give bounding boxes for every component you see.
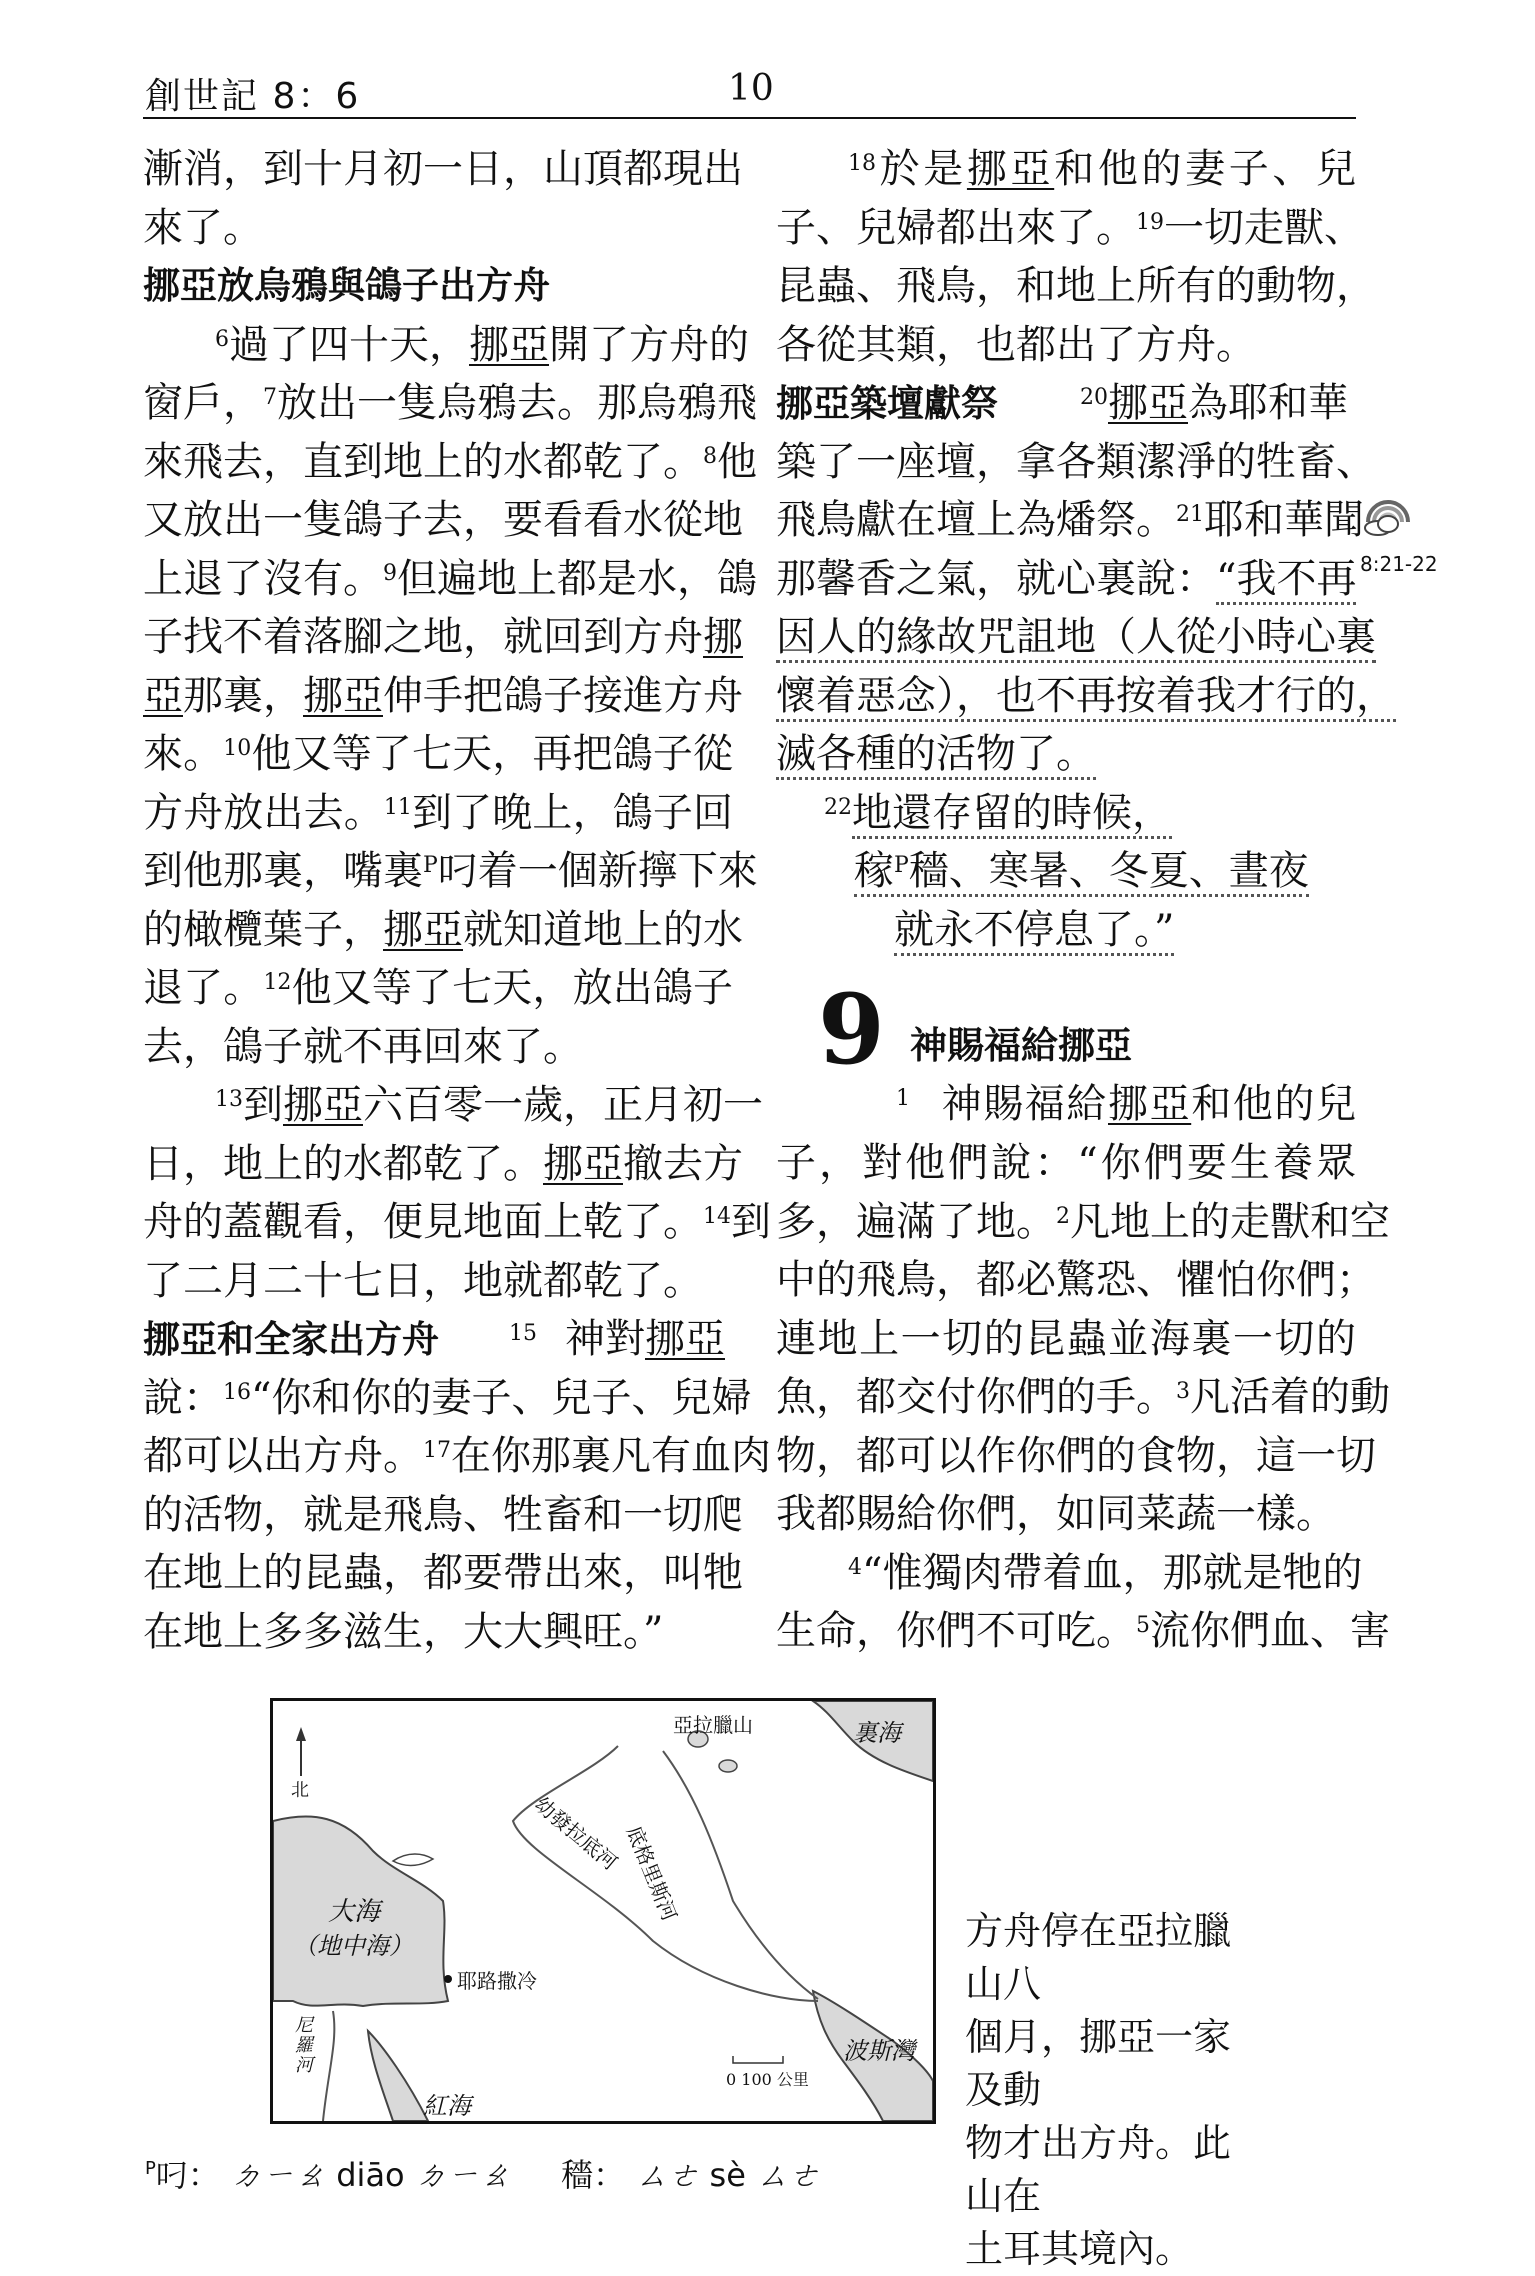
text-span: 日，地上的水都乾了。 bbox=[143, 1140, 543, 1187]
text-span: 叼着一個新擰下來 bbox=[437, 848, 758, 894]
text-span: 六百零一歲，正月初一 bbox=[363, 1082, 763, 1128]
text-span: 和他的兒 bbox=[1191, 1081, 1357, 1127]
verse-number: 11 bbox=[383, 794, 412, 820]
text-line: 去，鴿子就不再回來了。 bbox=[143, 1023, 583, 1070]
text-span: 多，遍滿了地。 bbox=[776, 1198, 1056, 1245]
text-span: 撤去方 bbox=[623, 1140, 743, 1187]
map-label-ararat: 亞拉臘山 bbox=[673, 1713, 753, 1737]
dotted-quote: “我不再 bbox=[1216, 556, 1356, 605]
name-noah: 挪亞 bbox=[966, 146, 1055, 192]
map-label-mediterranean: （地中海） bbox=[293, 1932, 413, 1960]
map-label-north: 北 bbox=[291, 1780, 309, 1801]
text-span: 的橄欖葉子， bbox=[143, 906, 383, 953]
map-label-euphrates: 幼發拉底河 bbox=[530, 1792, 623, 1875]
text-line bbox=[143, 842, 758, 901]
text-span: 到 bbox=[731, 1199, 771, 1245]
text-line: 漸消，到十月初一日，山頂都現出 bbox=[143, 146, 743, 192]
footnote-term: 叼： bbox=[155, 2156, 220, 2194]
section-heading: 挪亞和全家出方舟 bbox=[143, 1318, 439, 1361]
dotted-quote: 地還存留的時候， bbox=[852, 790, 1172, 839]
text-span: 在你那裏凡有血肉 bbox=[451, 1433, 771, 1479]
dotted-quote: 就永不停息了。” bbox=[894, 907, 1174, 956]
text-line: 中的飛鳥，都必驚恐、懼怕你們； bbox=[776, 1257, 1376, 1303]
text-line: 又放出一隻鴿子去，要看看水從地 bbox=[143, 497, 743, 543]
footnote-term: 穡： bbox=[561, 2156, 626, 2194]
text-line bbox=[776, 550, 1356, 609]
name-noah: 挪亞 bbox=[283, 1082, 363, 1128]
text-span: 那裏， bbox=[183, 672, 303, 719]
text-span: 為耶和華 bbox=[1188, 380, 1348, 426]
text-span: 子、兒婦都出來了。 bbox=[776, 204, 1136, 251]
map-label-nile: 尼羅河 bbox=[295, 2015, 313, 2076]
text-line bbox=[776, 1544, 1363, 1603]
text-line bbox=[143, 1193, 771, 1252]
text-line bbox=[143, 374, 757, 433]
cross-reference[interactable]: 8:21-22 bbox=[1360, 552, 1438, 576]
name-noah: 挪亞 bbox=[543, 1140, 623, 1187]
text-line bbox=[143, 608, 743, 667]
text-line bbox=[143, 1310, 733, 1369]
section-heading: 神賜福給挪亞 bbox=[910, 1024, 1132, 1067]
footnote-marker[interactable]: P bbox=[894, 853, 909, 878]
dotted-quote: 懷着惡念），也不再按着我才行的， bbox=[776, 673, 1396, 722]
verse-number: 6 bbox=[215, 326, 229, 352]
verse-number: 4 bbox=[848, 1554, 862, 1580]
pinyin: sè bbox=[709, 2156, 746, 2194]
text-span: 放出一隻烏鴉去。那烏鴉飛 bbox=[277, 380, 757, 426]
text-span: 說： bbox=[143, 1374, 223, 1421]
text-span: 都可以出方舟。 bbox=[143, 1433, 423, 1479]
poem-line bbox=[776, 784, 1356, 843]
text-span: 流你們血、害 bbox=[1150, 1608, 1390, 1654]
text-line bbox=[143, 667, 743, 726]
text-line bbox=[776, 1368, 1390, 1427]
verse-number: 8 bbox=[703, 443, 717, 469]
dotted-quote: 因人的緣故咒詛地（人從小時心裏 bbox=[776, 614, 1376, 663]
map-label-scale: 0 100 公里 bbox=[726, 2070, 809, 2089]
caption-line: 個月，挪亞一家及動 bbox=[965, 2015, 1232, 2112]
text-line: 的活物，就是飛鳥、牲畜和一切爬 bbox=[143, 1491, 743, 1538]
caption-line: 方舟停在亞拉臘山八 bbox=[965, 1909, 1232, 2006]
text-line bbox=[776, 199, 1364, 258]
text-span: 子找不着落腳之地，就回到方舟 bbox=[143, 614, 703, 660]
text-line: 在地上的昆蟲，都要帶出來，叫牠 bbox=[143, 1550, 743, 1596]
name-noah: 挪亞 bbox=[1108, 1081, 1192, 1127]
text-line bbox=[896, 1075, 1356, 1134]
bopomofo: ㄙㄜ bbox=[635, 2156, 700, 2194]
text-line: 昆蟲、飛鳥，和地上所有的動物， bbox=[776, 263, 1376, 309]
text-line bbox=[143, 959, 733, 1018]
name-noah: 亞 bbox=[143, 672, 183, 719]
verse-number: 1 bbox=[896, 1086, 910, 1111]
text-line: 各從其類，也都出了方舟。 bbox=[776, 321, 1256, 368]
text-span: 一切走獸、 bbox=[1164, 204, 1364, 251]
text-line bbox=[143, 433, 757, 492]
text-span: 他又等了七天，再把鴿子從 bbox=[251, 731, 734, 777]
text-line bbox=[143, 316, 749, 375]
verse-number: 10 bbox=[223, 736, 252, 761]
caption-line: 土耳其境內。 bbox=[965, 2227, 1194, 2271]
dotted-quote: 滅各種的活物了。 bbox=[776, 731, 1096, 780]
text-span: “惟獨肉帶着血，那就是牠的 bbox=[862, 1549, 1363, 1596]
verse-number: 16 bbox=[223, 1379, 251, 1405]
text-line bbox=[776, 374, 1356, 433]
name-noah: 挪亞 bbox=[303, 672, 383, 719]
pinyin: diāo bbox=[336, 2156, 405, 2194]
text-span: 凡地上的走獸和空 bbox=[1070, 1198, 1390, 1245]
text-span: 到 bbox=[243, 1082, 283, 1128]
verse-number: 17 bbox=[423, 1438, 451, 1463]
map-caption bbox=[965, 1905, 1265, 2276]
text-span: 神對 bbox=[565, 1316, 645, 1362]
footnote bbox=[145, 2150, 820, 2196]
verse-number: 12 bbox=[263, 970, 292, 995]
text-line bbox=[143, 1076, 763, 1135]
text-line bbox=[776, 1193, 1390, 1252]
text-line bbox=[776, 491, 1364, 550]
verse-number: 9 bbox=[383, 560, 397, 586]
text-span: 神賜福給 bbox=[940, 1081, 1108, 1127]
verse-number: 21 bbox=[1176, 502, 1204, 527]
text-span: 他 bbox=[717, 438, 757, 485]
text-span: 退了。 bbox=[143, 965, 264, 1011]
footnote-marker: P bbox=[145, 2158, 156, 2179]
text-span: 上退了沒有。 bbox=[143, 555, 383, 602]
header-rule bbox=[143, 117, 1356, 119]
text-span: 到了晚上，鴿子回 bbox=[411, 789, 734, 836]
map-label-red-sea: 紅海 bbox=[423, 2092, 471, 2120]
text-line bbox=[776, 140, 1356, 199]
map-label-jerusalem: 耶路撒冷 bbox=[457, 1969, 537, 1993]
verse-number: 5 bbox=[1136, 1613, 1150, 1638]
verse-number: 7 bbox=[263, 385, 277, 410]
text-span: 方舟放出去。 bbox=[143, 789, 384, 836]
verse-number: 2 bbox=[1056, 1203, 1070, 1229]
text-span: 伸手把鴿子接進方舟 bbox=[383, 672, 743, 719]
poem-line bbox=[776, 842, 1356, 901]
text-span: 和他的妻子、兒 bbox=[1054, 146, 1357, 192]
text-span: 於是 bbox=[876, 146, 967, 192]
text-span: 稼 bbox=[854, 848, 894, 894]
chapter-number: 9 bbox=[818, 973, 885, 1086]
name-noah: 挪亞 bbox=[383, 906, 463, 953]
left-column bbox=[143, 140, 771, 1661]
text-span: 耶和華聞 bbox=[1204, 497, 1364, 543]
map-label-great-sea: 大海 bbox=[328, 1897, 381, 1927]
text-span: 窗戶， bbox=[143, 380, 263, 426]
text-line bbox=[776, 725, 1356, 784]
bopomofo: ㄉㄧㄠ bbox=[230, 2156, 327, 2194]
text-line: 我都賜給你們，如同菜蔬一樣。 bbox=[776, 1491, 1336, 1537]
text-line: 來了。 bbox=[143, 204, 263, 251]
name-noah: 挪亞 bbox=[1108, 380, 1188, 426]
text-line bbox=[143, 784, 733, 843]
text-line bbox=[143, 725, 733, 784]
text-line: 物，都可以作你們的食物，這一切 bbox=[776, 1432, 1376, 1479]
text-line: 連地上一切的昆蟲並海裏一切的 bbox=[776, 1315, 1356, 1362]
text-span: 來飛去，直到地上的水都乾了。 bbox=[143, 438, 703, 485]
map-figure bbox=[270, 1698, 936, 2124]
text-line bbox=[143, 901, 743, 960]
text-line: 了二月二十七日，地就都乾了。 bbox=[143, 1257, 703, 1304]
text-span: 到他那裏，嘴裏 bbox=[143, 848, 423, 894]
name-noah: 挪 bbox=[703, 614, 743, 660]
verse-number: 13 bbox=[215, 1087, 243, 1112]
verse-number: 18 bbox=[848, 151, 876, 176]
text-span: 來。 bbox=[143, 731, 224, 777]
caption-line: 物才出方舟。此山在 bbox=[965, 2121, 1232, 2218]
text-line bbox=[776, 1602, 1390, 1661]
verse-number: 3 bbox=[1176, 1379, 1190, 1404]
text-line bbox=[776, 667, 1396, 726]
verse-number: 15 bbox=[509, 1321, 537, 1346]
text-span: 就知道地上的水 bbox=[463, 906, 743, 953]
poem-line bbox=[776, 901, 1356, 960]
verse-number: 22 bbox=[824, 794, 852, 820]
verse-number: 20 bbox=[1080, 385, 1108, 410]
text-line bbox=[143, 550, 757, 609]
text-line bbox=[143, 1135, 743, 1194]
text-span: “你和你的妻子、兒子、兒婦 bbox=[251, 1374, 752, 1421]
text-span: 過了四十天， bbox=[229, 321, 469, 368]
map-label-caspian: 裏海 bbox=[853, 1719, 901, 1747]
rainbow-cloud-icon bbox=[1362, 488, 1414, 538]
text-line: 子，對他們說：“你們要生養眾 bbox=[776, 1140, 1356, 1186]
text-span: 開了方舟的 bbox=[549, 321, 749, 368]
footnote-marker[interactable]: P bbox=[423, 853, 438, 878]
verse-number: 14 bbox=[703, 1204, 731, 1229]
right-column bbox=[776, 140, 1396, 1661]
dotted-quote bbox=[854, 848, 1309, 897]
text-line bbox=[143, 1427, 771, 1486]
text-span: 但遍地上都是水，鴿 bbox=[397, 555, 757, 602]
text-line bbox=[776, 608, 1376, 667]
section-heading: 挪亞築壇獻祭 bbox=[776, 382, 998, 425]
text-span: 生命，你們不可吃。 bbox=[776, 1608, 1136, 1654]
text-span: 穡、寒暑、冬夏、晝夜 bbox=[908, 848, 1309, 894]
bopomofo: ㄙㄜ bbox=[756, 2156, 821, 2194]
text-line: 在地上多多滋生，大大興旺。” bbox=[143, 1608, 664, 1655]
verse-number: 19 bbox=[1136, 209, 1164, 235]
text-span: 那馨香之氣，就心裏說： bbox=[776, 555, 1216, 602]
text-span: 飛鳥獻在壇上為燔祭。 bbox=[776, 497, 1176, 543]
text-line bbox=[143, 1369, 752, 1428]
text-line: 築了一座壇，拿各類潔淨的牲畜、 bbox=[776, 438, 1376, 485]
header-book-reference: 創世記 8：6 bbox=[145, 76, 361, 117]
text-span: 他又等了七天，放出鴿子 bbox=[291, 965, 734, 1011]
map-label-persian-gulf: 波斯灣 bbox=[843, 2037, 915, 2065]
text-span: 舟的蓋觀看，便見地面上乾了。 bbox=[143, 1199, 703, 1245]
text-span: 凡活着的動 bbox=[1190, 1374, 1390, 1420]
page-number: 10 bbox=[728, 68, 774, 109]
map-label-tigris: 底格里斯河 bbox=[622, 1822, 682, 1925]
bopomofo: ㄉㄧㄠ bbox=[414, 2156, 511, 2194]
text-span: 魚，都交付你們的手。 bbox=[776, 1374, 1176, 1420]
name-noah: 挪亞 bbox=[469, 321, 549, 368]
name-noah: 挪亞 bbox=[645, 1316, 725, 1362]
section-heading: 挪亞放烏鴉與鴿子出方舟 bbox=[143, 264, 550, 307]
